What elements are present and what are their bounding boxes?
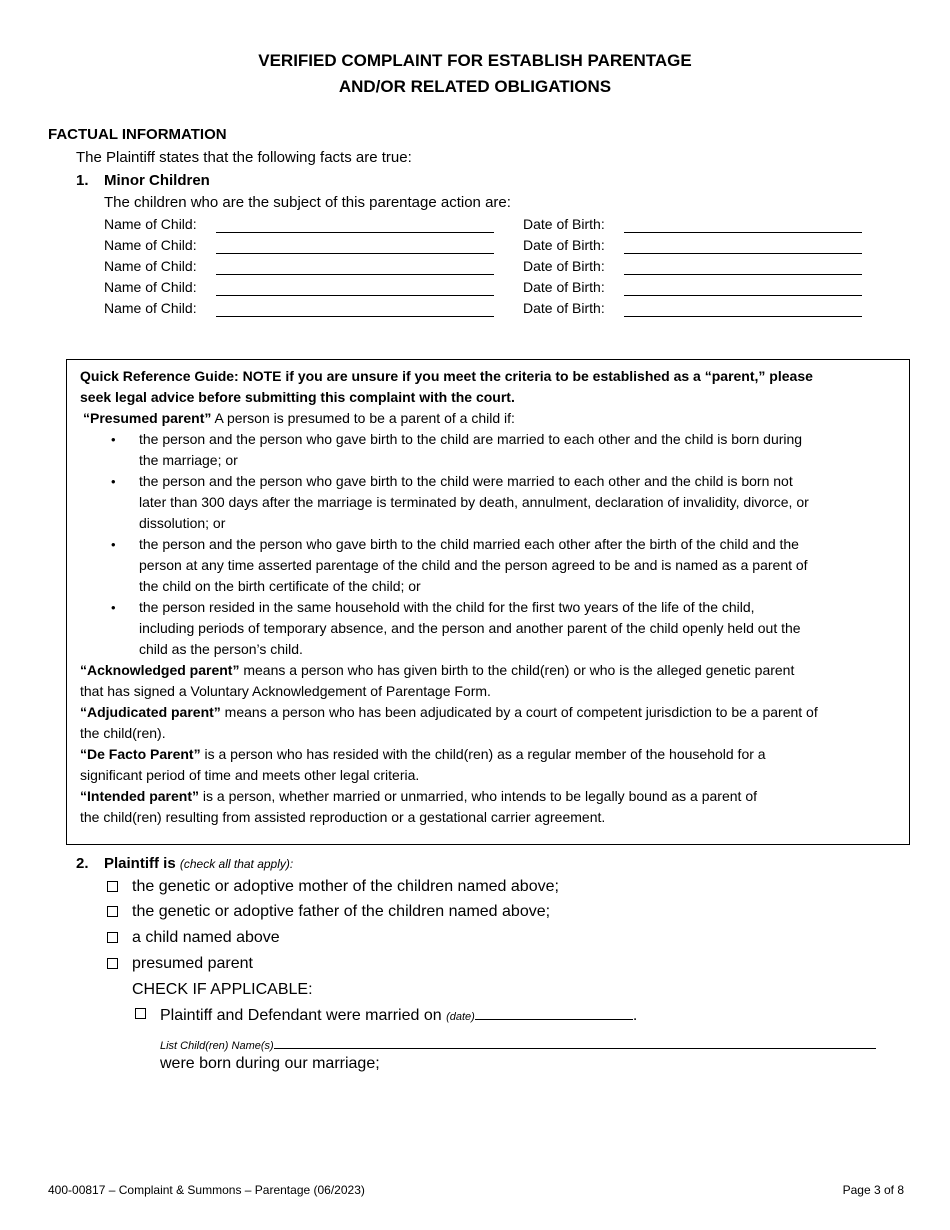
item2-heading xyxy=(104,855,293,872)
footer-page-number: Page 3 of 8 xyxy=(842,1183,904,1197)
married-text: Plaintiff and Defendant were married on xyxy=(160,1007,447,1024)
bullet: • xyxy=(111,600,116,615)
guide-note-line1: Quick Reference Guide: NOTE if you are unsure if you meet the criteria to be established as a “parent,” please xyxy=(80,368,813,384)
guide-note-line2: seek legal advice before submitting this complaint with the court. xyxy=(80,389,515,405)
child-name-label: Name of Child: xyxy=(104,279,197,295)
list-children-row xyxy=(160,1034,876,1052)
bullet-text: the person and the person who gave birth to the child are married to each other and the child is born during xyxy=(139,431,803,447)
child-name-label: Name of Child: xyxy=(104,216,197,232)
bullet-text: later than 300 days after the marriage is terminated by death, annulment, declaration of invalidity, divorce, or xyxy=(139,494,809,510)
presumed-term: “Presumed parent” xyxy=(83,410,212,426)
bullet-text: the person and the person who gave birth to the child were married to each other and the child is born not xyxy=(139,473,793,489)
option-label: the genetic or adoptive father of the children named above; xyxy=(132,903,551,920)
bullet: • xyxy=(111,432,116,447)
de-facto-term: “De Facto Parent” xyxy=(80,746,201,762)
form-title-line2: AND/OR RELATED OBLIGATIONS xyxy=(338,77,612,96)
option-checkbox[interactable] xyxy=(107,958,118,969)
item1-text: The children who are the subject of this parentage action are: xyxy=(104,194,511,211)
bullet: • xyxy=(111,537,116,552)
bullet-text: the person and the person who gave birth to the child married each other after the birth of the child and the xyxy=(139,536,799,552)
bullet-text: child as the person’s child. xyxy=(139,641,303,657)
presumed-parent-definition xyxy=(83,410,515,426)
option-label: the genetic or adoptive mother of the children named above; xyxy=(132,878,559,895)
child-name-field[interactable] xyxy=(216,281,494,296)
child-dob-field[interactable] xyxy=(624,281,862,296)
date-note: (date) xyxy=(446,1011,475,1023)
married-statement xyxy=(160,1005,637,1025)
bullet-text: person at any time asserted parentage of the child and the person agreed to be and is named as a parent of xyxy=(139,557,808,573)
bullet-text: dissolution; or xyxy=(139,515,226,531)
intended-text-line2: the child(ren) resulting from assisted reproduction or a gestational carrier agreement. xyxy=(80,809,606,825)
form-title-line1: VERIFIED COMPLAINT FOR ESTABLISH PARENTAGE xyxy=(258,51,692,70)
child-name-label: Name of Child: xyxy=(104,300,197,316)
list-children-label: List Child(ren) Name(s) xyxy=(160,1040,274,1052)
de-facto-text: is a person who has resided with the child(ren) as a regular member of the household for a xyxy=(200,746,766,762)
acknowledged-term: “Acknowledged parent” xyxy=(80,662,240,678)
check-if-applicable-label: CHECK IF APPLICABLE: xyxy=(132,981,313,998)
child-dob-label: Date of Birth: xyxy=(523,216,605,232)
bullet-text: including periods of temporary absence, and the person and another parent of the child openly held out the xyxy=(139,620,801,636)
adjudicated-parent-definition xyxy=(80,704,818,720)
option-checkbox[interactable] xyxy=(107,932,118,943)
bullet-text: the person resided in the same household with the child for the first two years of the life of the child, xyxy=(139,599,755,615)
child-name-label: Name of Child: xyxy=(104,237,197,253)
intended-parent-definition xyxy=(80,788,757,804)
item2-title: Plaintiff is xyxy=(104,855,180,872)
acknowledged-text-line2: that has signed a Voluntary Acknowledgement of Parentage Form. xyxy=(80,683,491,699)
child-name-field[interactable] xyxy=(216,239,494,254)
child-dob-label: Date of Birth: xyxy=(523,237,605,253)
child-dob-label: Date of Birth: xyxy=(523,258,605,274)
intro-text: The Plaintiff states that the following facts are true: xyxy=(76,149,412,166)
married-checkbox[interactable] xyxy=(135,1008,146,1019)
list-children-field[interactable] xyxy=(274,1034,876,1049)
adjudicated-text: means a person who has been adjudicated by a court of competent jurisdiction to be a parent of xyxy=(220,704,818,720)
adjudicated-term: “Adjudicated parent” xyxy=(80,704,221,720)
intended-term: “Intended parent” xyxy=(80,788,200,804)
de-facto-parent-definition xyxy=(80,746,766,762)
item1-number: 1. xyxy=(76,172,89,189)
child-dob-field[interactable] xyxy=(624,260,862,275)
married-end: . xyxy=(632,1007,638,1024)
option-label: presumed parent xyxy=(132,955,253,972)
option-checkbox[interactable] xyxy=(107,906,118,917)
de-facto-text-line2: significant period of time and meets other legal criteria. xyxy=(80,767,420,783)
child-name-field[interactable] xyxy=(216,302,494,317)
born-during-marriage-text: were born during our marriage; xyxy=(160,1055,380,1072)
item2-number: 2. xyxy=(76,855,89,872)
item2-note: (check all that apply): xyxy=(179,857,294,871)
child-name-label: Name of Child: xyxy=(104,258,197,274)
child-dob-label: Date of Birth: xyxy=(523,279,605,295)
child-name-field[interactable] xyxy=(216,260,494,275)
child-dob-field[interactable] xyxy=(624,302,862,317)
intended-text: is a person, whether married or unmarried, who intends to be legally bound as a parent of xyxy=(199,788,757,804)
item1-title: Minor Children xyxy=(104,172,210,189)
adjudicated-text-line2: the child(ren). xyxy=(80,725,166,741)
bullet: • xyxy=(111,474,116,489)
child-dob-field[interactable] xyxy=(624,218,862,233)
option-checkbox[interactable] xyxy=(107,881,118,892)
footer-form-id: 400-00817 – Complaint & Summons – Parentage (06/2023) xyxy=(48,1183,365,1197)
acknowledged-parent-definition xyxy=(80,662,794,678)
marriage-date-field[interactable] xyxy=(475,1005,633,1020)
child-dob-field[interactable] xyxy=(624,239,862,254)
bullet-text: the child on the birth certificate of the child; or xyxy=(139,578,421,594)
acknowledged-text: means a person who has given birth to the child(ren) or who is the alleged genetic parent xyxy=(239,662,795,678)
child-name-field[interactable] xyxy=(216,218,494,233)
quick-reference-guide xyxy=(66,359,910,845)
child-dob-label: Date of Birth: xyxy=(523,300,605,316)
presumed-text: A person is presumed to be a parent of a child if: xyxy=(211,410,515,426)
bullet-text: the marriage; or xyxy=(139,452,238,468)
section-heading: FACTUAL INFORMATION xyxy=(48,126,227,143)
option-label: a child named above xyxy=(132,929,280,946)
